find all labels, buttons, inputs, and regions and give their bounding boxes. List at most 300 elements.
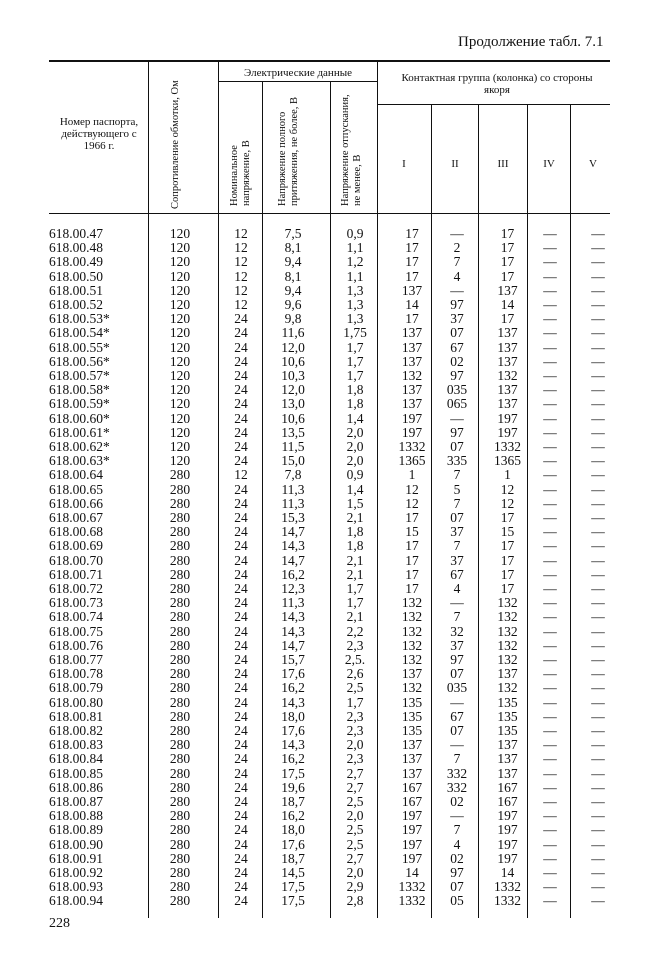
release-voltage-cell: 2,0 xyxy=(346,439,364,454)
contact-III-cell: 1365 xyxy=(494,453,521,469)
header-resistance: Сопротивление обмотки, Ом xyxy=(170,80,181,209)
resistance-cell: 120 xyxy=(169,268,191,284)
contact-III-cell: 1332 xyxy=(494,439,521,454)
contact-III-cell: 135 xyxy=(497,694,518,710)
nominal-voltage-cell: 24 xyxy=(234,368,248,383)
contact-I-cell: 14 xyxy=(405,865,419,880)
electrical-group-rule xyxy=(218,81,377,82)
contact-II-cell: 07 xyxy=(450,666,464,682)
contact-IV-cell: — xyxy=(543,510,557,525)
release-voltage-cell: 1,3 xyxy=(346,311,364,327)
release-voltage-cell: 0,9 xyxy=(346,467,364,483)
contact-V-cell: — xyxy=(591,850,605,866)
resistance-cell: 120 xyxy=(169,424,191,440)
contact-V-cell: — xyxy=(591,368,605,383)
contact-III-cell: 12 xyxy=(500,495,515,511)
resistance-cell: 120 xyxy=(169,368,191,383)
contact-II-cell: 97 xyxy=(450,368,464,383)
passport-number-cell: 618.00.84 xyxy=(49,751,103,767)
passport-number-cell: 618.00.58* xyxy=(49,382,110,398)
passport-number-cell: 618.00.73 xyxy=(49,595,103,611)
contact-I-cell: 1332 xyxy=(398,879,426,895)
contact-III-cell: 137 xyxy=(497,751,518,767)
pickup-voltage-cell: 10,6 xyxy=(281,410,305,426)
contact-II-cell: 4 xyxy=(453,268,461,284)
contact-II-cell: 7 xyxy=(453,609,461,625)
contact-IV-cell: — xyxy=(543,325,557,341)
release-voltage-cell: 1,3 xyxy=(346,282,364,298)
nominal-voltage-cell: 24 xyxy=(234,779,248,795)
pickup-voltage-cell: 18,7 xyxy=(281,794,305,809)
pickup-voltage-cell: 9,8 xyxy=(284,311,302,327)
contact-V-cell: — xyxy=(591,637,605,653)
release-voltage-cell: 1,8 xyxy=(346,396,364,412)
contact-group-rule xyxy=(377,104,610,105)
nominal-voltage-cell: 24 xyxy=(234,836,248,852)
contact-V-cell: — xyxy=(591,779,605,795)
pickup-voltage-cell: 8,1 xyxy=(284,240,302,256)
contact-II-cell: 332 xyxy=(446,765,468,781)
contact-III-cell: 137 xyxy=(497,282,518,298)
pickup-voltage-cell: 14,3 xyxy=(281,609,305,625)
header-passport: Номер паспорта, действующего с 1966 г. xyxy=(59,116,139,152)
release-voltage-cell: 1,1 xyxy=(346,268,364,284)
contact-III-cell: 197 xyxy=(497,808,518,824)
passport-number-cell: 618.00.79 xyxy=(49,680,103,696)
contact-IV-cell: — xyxy=(543,311,557,327)
contact-V-cell: — xyxy=(591,865,605,880)
contact-I-cell: 197 xyxy=(401,808,423,824)
passport-number-cell: 618.00.87 xyxy=(49,794,103,809)
contact-I-cell: 197 xyxy=(401,850,423,866)
release-voltage-cell: 1,8 xyxy=(346,382,364,398)
contact-V-cell: — xyxy=(591,595,605,611)
passport-number-cell: 618.00.88 xyxy=(49,808,103,824)
passport-number-cell: 618.00.75 xyxy=(49,623,103,639)
header-col-IV: IV xyxy=(543,158,555,170)
contact-IV-cell: — xyxy=(543,850,557,866)
contact-III-cell: 17 xyxy=(500,538,515,554)
nominal-voltage-cell: 24 xyxy=(234,410,248,426)
contact-V-cell: — xyxy=(591,552,605,568)
contact-II-cell: 4 xyxy=(453,581,461,596)
passport-number-cell: 618.00.67 xyxy=(49,510,103,525)
nominal-voltage-cell: 24 xyxy=(234,339,248,355)
contact-II-cell: 67 xyxy=(450,339,464,355)
pickup-voltage-cell: 16,2 xyxy=(281,566,305,582)
contact-IV-cell: — xyxy=(543,353,557,369)
resistance-cell: 280 xyxy=(169,765,191,781)
contact-II-cell: 7 xyxy=(453,254,461,270)
nominal-voltage-cell: 24 xyxy=(234,751,248,767)
passport-number-cell: 618.00.89 xyxy=(49,822,103,838)
contact-V-cell: — xyxy=(591,282,605,298)
pickup-voltage-cell: 14,7 xyxy=(281,552,305,568)
contact-V-cell: — xyxy=(591,268,605,284)
contact-III-cell: 137 xyxy=(497,339,518,355)
release-voltage-cell: 1,7 xyxy=(346,581,364,596)
release-voltage-cell: 2,5 xyxy=(346,822,364,838)
contact-IV-cell: — xyxy=(543,240,557,256)
contact-IV-cell: — xyxy=(543,254,557,270)
pickup-voltage-cell: 15,7 xyxy=(281,652,305,667)
contact-V-cell: — xyxy=(591,538,605,554)
header-nominal-voltage: Номинальное напряжение, В xyxy=(229,140,252,206)
release-voltage-cell: 1,4 xyxy=(346,481,364,497)
pickup-voltage-cell: 17,6 xyxy=(281,666,305,682)
resistance-cell: 120 xyxy=(169,297,191,312)
release-voltage-cell: 2,1 xyxy=(346,510,364,525)
contact-III-cell: 137 xyxy=(497,382,518,398)
contact-IV-cell: — xyxy=(543,865,557,880)
pickup-voltage-cell: 12,0 xyxy=(281,339,305,355)
contact-IV-cell: — xyxy=(543,879,557,895)
col-divider-2 xyxy=(218,61,219,918)
nominal-voltage-cell: 12 xyxy=(234,240,248,256)
passport-number-cell: 618.00.81 xyxy=(49,708,103,724)
contact-II-cell: — xyxy=(450,737,464,753)
contact-II-cell: 07 xyxy=(450,439,464,454)
release-voltage-cell: 2,5 xyxy=(346,680,364,696)
passport-number-cell: 618.00.65 xyxy=(49,481,103,497)
pickup-voltage-cell: 16,2 xyxy=(281,751,305,767)
pickup-voltage-cell: 14,7 xyxy=(281,524,305,540)
nominal-voltage-cell: 24 xyxy=(234,765,248,781)
contact-III-cell: 17 xyxy=(500,240,515,256)
contact-I-cell: 17 xyxy=(405,311,419,327)
contact-I-cell: 1332 xyxy=(398,439,426,454)
contact-I-cell: 197 xyxy=(401,410,423,426)
release-voltage-cell: 2,7 xyxy=(346,850,364,866)
contact-I-cell: 137 xyxy=(401,751,423,767)
resistance-cell: 120 xyxy=(169,325,191,341)
pickup-voltage-cell: 14,3 xyxy=(281,623,305,639)
contact-I-cell: 132 xyxy=(401,595,423,611)
contact-IV-cell: — xyxy=(543,637,557,653)
resistance-cell: 280 xyxy=(169,595,191,611)
contact-II-cell: — xyxy=(450,282,464,298)
contact-V-cell: — xyxy=(591,339,605,355)
contact-I-cell: 132 xyxy=(401,680,423,696)
contact-IV-cell: — xyxy=(543,453,557,469)
contact-IV-cell: — xyxy=(543,524,557,540)
contact-IV-cell: — xyxy=(543,268,557,284)
contact-IV-cell: — xyxy=(543,424,557,440)
contact-II-cell: 97 xyxy=(450,652,464,667)
passport-number-cell: 618.00.51 xyxy=(49,282,103,298)
contact-I-cell: 132 xyxy=(401,368,423,383)
contact-V-cell: — xyxy=(591,240,605,256)
contact-IV-cell: — xyxy=(543,297,557,312)
contact-I-cell: 197 xyxy=(401,424,423,440)
contact-III-cell: 17 xyxy=(500,226,515,241)
passport-number-cell: 618.00.59* xyxy=(49,396,110,412)
contact-II-cell: 332 xyxy=(446,779,468,795)
passport-number-cell: 618.00.82 xyxy=(49,723,103,738)
nominal-voltage-cell: 24 xyxy=(234,524,248,540)
contact-V-cell: — xyxy=(591,524,605,540)
passport-number-cell: 618.00.56* xyxy=(49,353,110,369)
pickup-voltage-cell: 10,6 xyxy=(281,353,305,369)
contact-II-cell: 4 xyxy=(453,836,461,852)
passport-number-cell: 618.00.61* xyxy=(49,424,110,440)
contact-III-cell: 17 xyxy=(500,311,515,327)
release-voltage-cell: 2,1 xyxy=(346,609,364,625)
header-pickup-voltage: Напряжение полного притяжения, не более, В xyxy=(277,96,300,206)
contact-IV-cell: — xyxy=(543,723,557,738)
contact-IV-cell: — xyxy=(543,808,557,824)
passport-number-cell: 618.00.70 xyxy=(49,552,103,568)
contact-I-cell: 132 xyxy=(401,609,423,625)
nominal-voltage-cell: 24 xyxy=(234,439,248,454)
release-voltage-cell: 2,0 xyxy=(346,424,364,440)
passport-number-cell: 618.00.72 xyxy=(49,581,103,596)
passport-number-cell: 618.00.64 xyxy=(49,467,103,483)
resistance-cell: 280 xyxy=(169,694,191,710)
release-voltage-cell: 2,1 xyxy=(346,552,364,568)
contact-I-cell: 14 xyxy=(405,297,419,312)
release-voltage-cell: 1,7 xyxy=(346,339,364,355)
pickup-voltage-cell: 18,7 xyxy=(281,850,305,866)
resistance-cell: 120 xyxy=(169,240,191,256)
resistance-cell: 120 xyxy=(169,382,191,398)
release-voltage-cell: 2,5 xyxy=(346,836,364,852)
contact-III-cell: 132 xyxy=(497,623,518,639)
nominal-voltage-cell: 24 xyxy=(234,666,248,682)
release-voltage-cell: 1,3 xyxy=(346,297,364,312)
contact-I-cell: 197 xyxy=(401,822,423,838)
resistance-cell: 120 xyxy=(169,226,191,241)
contact-II-cell: 07 xyxy=(450,879,464,895)
contact-IV-cell: — xyxy=(543,652,557,667)
release-voltage-cell: 2,2 xyxy=(346,623,364,639)
contact-III-cell: 17 xyxy=(500,510,515,525)
passport-number-cell: 618.00.52 xyxy=(49,297,103,312)
contact-II-cell: 335 xyxy=(446,453,468,469)
contact-IV-cell: — xyxy=(543,495,557,511)
contact-III-cell: 17 xyxy=(500,254,515,270)
pickup-voltage-cell: 14,3 xyxy=(281,538,305,554)
header-col-I: I xyxy=(402,158,406,170)
nominal-voltage-cell: 24 xyxy=(234,822,248,838)
nominal-voltage-cell: 24 xyxy=(234,680,248,696)
pickup-voltage-cell: 17,6 xyxy=(281,836,305,852)
release-voltage-cell: 1,8 xyxy=(346,524,364,540)
resistance-cell: 280 xyxy=(169,836,191,852)
resistance-cell: 280 xyxy=(169,708,191,724)
contact-IV-cell: — xyxy=(543,708,557,724)
resistance-cell: 280 xyxy=(169,495,191,511)
pickup-voltage-cell: 8,1 xyxy=(284,268,302,284)
contact-II-cell: 2 xyxy=(453,240,461,256)
contact-I-cell: 132 xyxy=(401,652,423,667)
contact-I-cell: 167 xyxy=(401,794,423,809)
contact-V-cell: — xyxy=(591,410,605,426)
contact-IV-cell: — xyxy=(543,794,557,809)
resistance-cell: 280 xyxy=(169,737,191,753)
passport-number-cell: 618.00.54* xyxy=(49,325,110,341)
passport-number-cell: 618.00.57* xyxy=(49,368,110,383)
header-col-V: V xyxy=(589,158,597,170)
nominal-voltage-cell: 12 xyxy=(234,282,248,298)
passport-number-cell: 618.00.68 xyxy=(49,524,103,540)
release-voltage-cell: 1,7 xyxy=(346,595,364,611)
resistance-cell: 280 xyxy=(169,581,191,596)
pickup-voltage-cell: 9,6 xyxy=(284,297,302,312)
contact-III-cell: 197 xyxy=(497,410,518,426)
resistance-cell: 280 xyxy=(169,779,191,795)
passport-number-cell: 618.00.92 xyxy=(49,865,103,880)
pickup-voltage-cell: 10,3 xyxy=(281,368,305,383)
passport-number-cell: 618.00.49 xyxy=(49,254,103,270)
nominal-voltage-cell: 24 xyxy=(234,637,248,653)
pickup-voltage-cell: 11,3 xyxy=(281,481,305,497)
release-voltage-cell: 2,9 xyxy=(346,879,364,895)
contact-II-cell: 67 xyxy=(450,708,464,724)
passport-number-cell: 618.00.47 xyxy=(49,226,103,241)
contact-III-cell: 1 xyxy=(504,467,511,483)
release-voltage-cell: 2,0 xyxy=(346,865,364,880)
resistance-cell: 120 xyxy=(169,311,191,327)
nominal-voltage-cell: 12 xyxy=(234,254,248,270)
release-voltage-cell: 2,3 xyxy=(346,637,364,653)
nominal-voltage-cell: 24 xyxy=(234,893,248,909)
contact-III-cell: 17 xyxy=(500,552,515,568)
resistance-cell: 120 xyxy=(169,439,191,454)
release-voltage-cell: 1,1 xyxy=(346,240,364,256)
passport-number-cell: 618.00.93 xyxy=(49,879,103,895)
contact-V-cell: — xyxy=(591,708,605,724)
nominal-voltage-cell: 12 xyxy=(234,226,248,241)
contact-V-cell: — xyxy=(591,765,605,781)
contact-IV-cell: — xyxy=(543,836,557,852)
contact-II-cell: 02 xyxy=(450,850,464,866)
pickup-voltage-cell: 12,0 xyxy=(281,382,305,398)
contact-V-cell: — xyxy=(591,737,605,753)
contact-I-cell: 17 xyxy=(405,240,419,256)
contact-I-cell: 17 xyxy=(405,581,419,596)
contact-IV-cell: — xyxy=(543,680,557,696)
contact-V-cell: — xyxy=(591,652,605,667)
contact-I-cell: 137 xyxy=(401,737,423,753)
nominal-voltage-cell: 24 xyxy=(234,396,248,412)
contact-I-cell: 132 xyxy=(401,637,423,653)
contact-V-cell: — xyxy=(591,893,605,909)
contact-II-cell: 07 xyxy=(450,325,464,341)
contact-IV-cell: — xyxy=(543,623,557,639)
contact-II-cell: 32 xyxy=(450,623,464,639)
pickup-voltage-cell: 17,6 xyxy=(281,723,305,738)
release-voltage-cell: 2,0 xyxy=(346,453,364,469)
contact-III-cell: 132 xyxy=(497,368,518,383)
contact-III-cell: 14 xyxy=(500,297,515,312)
page-number: 228 xyxy=(49,916,70,931)
table-top-rule xyxy=(49,60,610,62)
contact-II-cell: 37 xyxy=(450,637,464,653)
contact-IV-cell: — xyxy=(543,538,557,554)
resistance-cell: 280 xyxy=(169,609,191,625)
contact-I-cell: 17 xyxy=(405,566,419,582)
contact-II-cell: 7 xyxy=(453,822,461,838)
contact-II-cell: 07 xyxy=(450,723,464,738)
nominal-voltage-cell: 24 xyxy=(234,424,248,440)
passport-number-cell: 618.00.85 xyxy=(49,765,103,781)
contact-IV-cell: — xyxy=(543,566,557,582)
nominal-voltage-cell: 24 xyxy=(234,566,248,582)
release-voltage-cell: 2,0 xyxy=(346,737,364,753)
contact-II-cell: 37 xyxy=(450,552,464,568)
release-voltage-cell: 2,8 xyxy=(346,893,364,909)
contact-IV-cell: — xyxy=(543,893,557,909)
contact-II-cell: 97 xyxy=(450,865,464,880)
release-voltage-cell: 2,5. xyxy=(344,652,366,667)
contact-V-cell: — xyxy=(591,623,605,639)
contact-I-cell: 137 xyxy=(401,282,423,298)
nominal-voltage-cell: 12 xyxy=(234,467,248,483)
contact-I-cell: 1 xyxy=(408,467,416,483)
release-voltage-cell: 1,8 xyxy=(346,538,364,554)
contact-II-cell: 035 xyxy=(446,382,468,398)
pickup-voltage-cell: 18,0 xyxy=(281,822,305,838)
pickup-voltage-cell: 11,3 xyxy=(281,595,305,611)
contact-III-cell: 17 xyxy=(500,268,515,284)
pickup-voltage-cell: 9,4 xyxy=(284,254,302,270)
pickup-voltage-cell: 14,3 xyxy=(281,694,305,710)
contact-V-cell: — xyxy=(591,467,605,483)
contact-IV-cell: — xyxy=(543,481,557,497)
pickup-voltage-cell: 15,0 xyxy=(281,453,305,469)
passport-number-cell: 618.00.83 xyxy=(49,737,103,753)
contact-I-cell: 137 xyxy=(401,339,423,355)
col-divider-7 xyxy=(478,105,479,918)
contact-IV-cell: — xyxy=(543,595,557,611)
contact-II-cell: — xyxy=(450,808,464,824)
release-voltage-cell: 1,75 xyxy=(343,325,367,341)
resistance-cell: 280 xyxy=(169,524,191,540)
resistance-cell: 280 xyxy=(169,652,191,667)
pickup-voltage-cell: 13,0 xyxy=(281,396,305,412)
contact-I-cell: 12 xyxy=(405,495,419,511)
pickup-voltage-cell: 11,6 xyxy=(281,325,305,341)
contact-II-cell: 02 xyxy=(450,794,464,809)
contact-III-cell: 137 xyxy=(497,765,518,781)
passport-number-cell: 618.00.86 xyxy=(49,779,103,795)
nominal-voltage-cell: 24 xyxy=(234,581,248,596)
contact-V-cell: — xyxy=(591,297,605,312)
release-voltage-cell: 1,2 xyxy=(346,254,364,270)
release-voltage-cell: 2,7 xyxy=(346,765,364,781)
contact-III-cell: 137 xyxy=(497,737,518,753)
contact-II-cell: 37 xyxy=(450,524,464,540)
nominal-voltage-cell: 24 xyxy=(234,865,248,880)
resistance-cell: 280 xyxy=(169,481,191,497)
passport-number-cell: 618.00.78 xyxy=(49,666,103,682)
pickup-voltage-cell: 12,3 xyxy=(281,581,305,596)
resistance-cell: 120 xyxy=(169,410,191,426)
contact-I-cell: 15 xyxy=(405,524,419,540)
contact-I-cell: 137 xyxy=(401,396,423,412)
contact-I-cell: 135 xyxy=(401,694,423,710)
pickup-voltage-cell: 14,3 xyxy=(281,737,305,753)
contact-II-cell: 05 xyxy=(450,893,464,909)
release-voltage-cell: 2,1 xyxy=(346,566,364,582)
pickup-voltage-cell: 17,5 xyxy=(281,893,305,909)
contact-III-cell: 167 xyxy=(497,794,518,809)
contact-II-cell: 065 xyxy=(446,396,468,412)
contact-V-cell: — xyxy=(591,439,605,454)
contact-IV-cell: — xyxy=(543,396,557,412)
contact-V-cell: — xyxy=(591,353,605,369)
